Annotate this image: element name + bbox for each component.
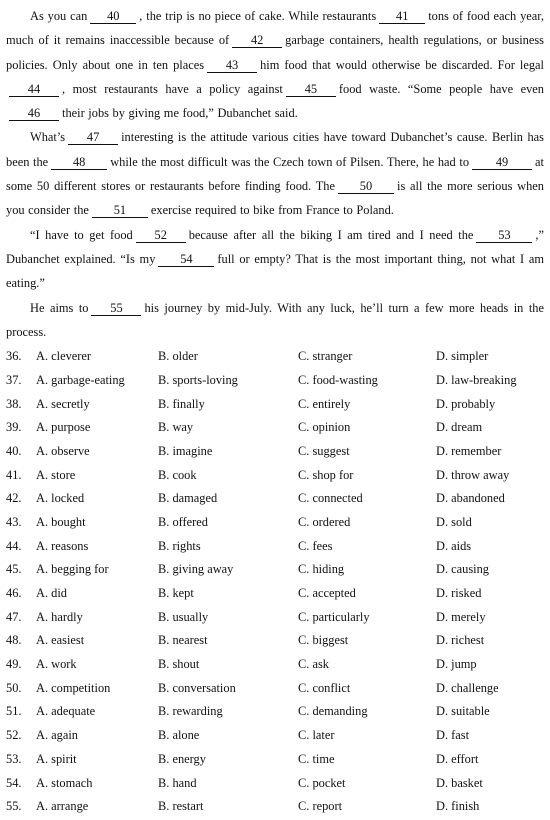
option-c: C. demanding [298,704,368,719]
option-c: C. pocket [298,775,346,790]
blank-43: 43 [207,58,257,73]
question-number: 39. [6,420,22,435]
option-b: B. damaged [158,491,218,506]
option-a: A. secretly [36,396,90,411]
option-d: D. jump [436,657,477,672]
option-row-53 [0,749,550,773]
option-c: C. accepted [298,586,356,601]
option-b: B. way [158,420,194,435]
option-a: A. garbage-eating [36,372,125,387]
text-segment: , the trip is no piece of cake. While restaurants [139,9,377,23]
text-segment: his journey by mid-July. With any luck, he’ll turn a few more heads in the process. [6,300,544,339]
question-number: 38. [6,396,22,411]
option-a: A. spirit [36,751,77,766]
option-row-48 [0,630,550,654]
question-number: 46. [6,586,22,601]
question-number: 49. [6,657,22,672]
paragraph-2 [6,125,544,222]
option-a: A. again [36,728,78,743]
option-c: C. opinion [298,420,351,435]
text-segment: exercise required to bike from France to Poland. [150,203,394,218]
option-a: A. cleverer [36,349,92,364]
question-number: 43. [6,514,22,529]
question-number: 42. [6,491,22,506]
option-b: B. rewarding [158,704,223,719]
option-c: C. biggest [298,633,349,648]
option-row-44 [0,536,550,560]
option-a: A. did [36,586,67,601]
text-segment: tons of food each year, much of it remains inaccessible because of [6,9,544,48]
option-b: B. giving away [158,562,234,577]
question-number: 53. [6,751,22,766]
option-a: A. reasons [36,538,89,553]
text-segment: while the most difficult was the Czech town of Pilsen. There, he had to [110,154,470,169]
text-segment: because after all the biking I am tired and I need the [188,227,474,242]
option-d: D. suitable [436,704,490,719]
option-d: D. risked [436,586,482,601]
option-c: C. report [298,799,343,814]
option-a: A. arrange [36,799,89,814]
option-d: D. remember [436,443,502,458]
option-a: A. hardly [36,609,83,624]
option-d: D. simpler [436,349,489,364]
question-number: 41. [6,467,22,482]
option-c: C. entirely [298,396,351,411]
option-d: D. merely [436,609,486,624]
blank-50: 50 [338,179,394,194]
blank-47: 47 [68,130,118,145]
option-d: D. law-breaking [436,372,517,387]
option-row-52 [0,725,550,749]
option-b: B. offered [158,514,209,529]
option-c: C. stranger [298,349,353,364]
paragraph-3 [6,223,544,296]
text-segment: , most restaurants have a policy against [62,81,283,96]
question-number: 55. [6,799,22,814]
option-c: C. suggest [298,443,350,458]
option-a: A. begging for [36,562,109,577]
option-b: B. conversation [158,680,236,695]
option-d: D. probably [436,396,496,411]
option-b: B. rights [158,538,201,553]
option-row-51 [0,701,550,725]
blank-52: 52 [136,228,186,243]
option-row-49 [0,654,550,678]
option-b: B. sports-loving [158,372,238,387]
option-b: B. nearest [158,633,208,648]
option-a: A. adequate [36,704,96,719]
text-segment: full or empty? That is the most important thing, not what I am eating.” [6,251,544,291]
option-b: B. kept [158,586,194,601]
blank-54: 54 [158,252,214,267]
option-a: A. observe [36,443,90,458]
text-segment: him food that would otherwise be discarded. For legal [260,57,544,72]
blank-44: 44 [9,82,59,97]
question-number: 48. [6,633,22,648]
question-number: 50. [6,680,22,695]
question-number: 52. [6,728,22,743]
option-b: B. finally [158,396,205,411]
option-b: B. cook [158,467,197,482]
option-c: C. ask [298,657,329,672]
option-b: B. usually [158,609,209,624]
option-row-37 [0,370,550,394]
option-d: D. aids [436,538,472,553]
option-d: D. basket [436,775,483,790]
option-b: B. older [158,349,198,364]
option-b: B. alone [158,728,200,743]
option-d: D. abandoned [436,491,505,506]
text-segment: interesting is the attitude various cities have toward Dubanchet’s cause. Berlin has been the [6,130,544,169]
paragraph-4 [6,296,544,345]
option-row-40 [0,441,550,465]
text-segment: at some 50 different stores or restaurants before finding food. The [6,154,544,194]
option-row-47 [0,607,550,631]
option-c: C. later [298,728,335,743]
option-b: B. imagine [158,443,213,458]
option-a: A. stomach [36,775,93,790]
option-c: C. shop for [298,467,354,482]
option-row-38 [0,394,550,418]
option-d: D. fast [436,728,470,743]
option-row-41 [0,465,550,489]
question-number: 54. [6,775,22,790]
blank-53: 53 [476,228,532,243]
option-c: C. conflict [298,680,351,695]
option-d: D. richest [436,633,485,648]
option-a: A. work [36,657,77,672]
option-row-45 [0,559,550,583]
option-b: B. hand [158,775,197,790]
option-d: D. dream [436,420,483,435]
option-d: D. challenge [436,680,499,695]
text-segment: food waste. “Some people have even [338,81,544,96]
blank-40: 40 [90,9,136,24]
text-segment: ,” Dubanchet explained. “Is my [6,227,544,266]
cloze-passage [0,0,550,344]
text-segment: As you can [30,9,88,23]
question-number: 40. [6,443,22,458]
blank-49: 49 [472,155,532,170]
option-row-36 [0,346,550,370]
option-row-43 [0,512,550,536]
option-a: A. competition [36,680,111,695]
question-number: 36. [6,349,22,364]
option-a: A. easiest [36,633,85,648]
option-c: C. connected [298,491,363,506]
option-d: D. sold [436,514,472,529]
paragraph-1 [6,4,544,125]
blank-41: 41 [379,9,425,24]
option-row-39 [0,417,550,441]
text-segment: “I have to get food [30,227,133,242]
option-a: A. bought [36,514,86,529]
text-segment: garbage containers, health regulations, or business policies. Only about one in ten places [6,33,544,72]
option-a: A. locked [36,491,85,506]
option-d: D. finish [436,799,480,814]
option-b: B. energy [158,751,206,766]
question-number: 47. [6,609,22,624]
option-d: D. throw away [436,467,510,482]
blank-45: 45 [286,82,336,97]
option-row-55 [0,796,550,820]
blank-55: 55 [91,301,141,316]
question-number: 37. [6,372,22,387]
option-c: C. ordered [298,514,351,529]
option-b: B. shout [158,657,200,672]
blank-51: 51 [92,203,148,218]
question-number: 44. [6,538,22,553]
answer-options [0,346,550,820]
blank-48: 48 [51,155,107,170]
option-c: C. hiding [298,562,345,577]
option-c: C. food-wasting [298,372,378,387]
text-segment: What’s [30,130,66,145]
option-row-50 [0,678,550,702]
option-c: C. fees [298,538,333,553]
option-d: D. effort [436,751,479,766]
text-segment: their jobs by giving me food,” Dubanchet said. [62,106,298,121]
option-row-42 [0,488,550,512]
option-c: C. time [298,751,335,766]
blank-46: 46 [9,106,59,121]
blank-42: 42 [232,33,282,48]
option-row-54 [0,773,550,797]
option-row-46 [0,583,550,607]
question-number: 51. [6,704,22,719]
text-segment: is all the more serious when you consider the [6,179,544,218]
option-a: A. purpose [36,420,91,435]
option-b: B. restart [158,799,204,814]
text-segment: He aims to [30,300,89,315]
question-number: 45. [6,562,22,577]
option-a: A. store [36,467,76,482]
option-d: D. causing [436,562,489,577]
option-c: C. particularly [298,609,370,624]
